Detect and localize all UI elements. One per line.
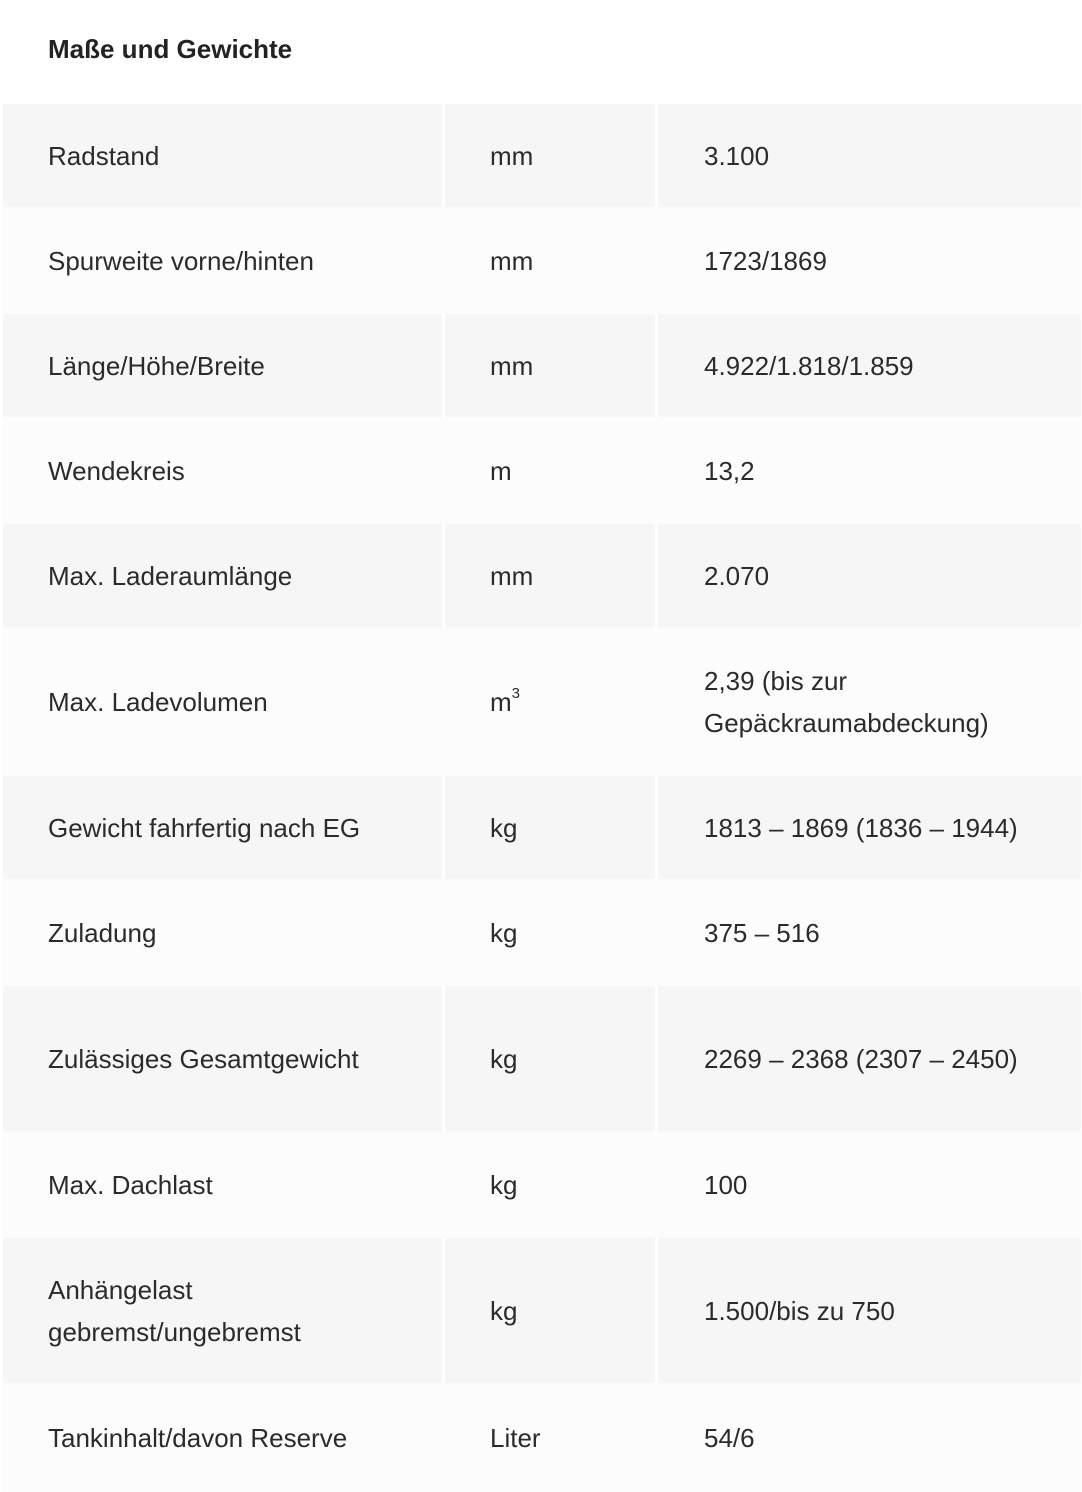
spec-value: 54/6 bbox=[658, 1383, 1081, 1492]
spec-unit: kg bbox=[445, 879, 658, 986]
spec-value: 2269 – 2368 (2307 – 2450) bbox=[658, 986, 1081, 1131]
spec-label: Gewicht fahrfertig nach EG bbox=[3, 776, 445, 879]
spec-unit: kg bbox=[445, 986, 658, 1131]
spec-label: Tankinhalt/davon Reserve bbox=[3, 1383, 445, 1492]
spec-label: Anhängelast gebremst/ungebremst bbox=[3, 1238, 445, 1383]
spec-value: 1.500/bis zu 750 bbox=[658, 1238, 1081, 1383]
table-row bbox=[3, 417, 1081, 524]
spec-value: 100 bbox=[658, 1131, 1081, 1238]
spec-unit: m bbox=[445, 417, 658, 524]
table-row bbox=[3, 1131, 1081, 1238]
specs-table bbox=[3, 104, 1081, 1492]
spec-unit: m bbox=[490, 686, 512, 717]
table-row bbox=[3, 627, 1081, 776]
unit-exponent: 3 bbox=[511, 684, 521, 702]
spec-label: Max. Laderaumlänge bbox=[3, 524, 445, 627]
table-row bbox=[3, 879, 1081, 986]
spec-label: Zulässiges Gesamtgewicht bbox=[3, 986, 445, 1131]
spec-unit: mm bbox=[445, 314, 658, 417]
spec-unit-cell bbox=[445, 627, 658, 776]
spec-unit: kg bbox=[445, 1131, 658, 1238]
spec-value: 13,2 bbox=[658, 417, 1081, 524]
spec-label: Spurweite vorne/hinten bbox=[3, 207, 445, 314]
spec-value: 375 – 516 bbox=[658, 879, 1081, 986]
spec-label: Max. Ladevolumen bbox=[3, 627, 445, 776]
spec-unit: Liter bbox=[445, 1383, 658, 1492]
spec-unit: kg bbox=[445, 1238, 658, 1383]
table-row bbox=[3, 1238, 1081, 1383]
spec-label: Radstand bbox=[3, 104, 445, 207]
table-row bbox=[3, 524, 1081, 627]
spec-value: 2,39 (bis zur Gepäckraumabdeckung) bbox=[658, 627, 1081, 776]
spec-label: Zuladung bbox=[3, 879, 445, 986]
table-row bbox=[3, 207, 1081, 314]
spec-unit: mm bbox=[445, 104, 658, 207]
spec-label: Max. Dachlast bbox=[3, 1131, 445, 1238]
spec-unit: mm bbox=[445, 207, 658, 314]
table-row bbox=[3, 776, 1081, 879]
table-row bbox=[3, 104, 1081, 207]
spec-value: 1813 – 1869 (1836 – 1944) bbox=[658, 776, 1081, 879]
spec-value: 1723/1869 bbox=[658, 207, 1081, 314]
spec-label: Wendekreis bbox=[3, 417, 445, 524]
spec-value: 4.922/1.818/1.859 bbox=[658, 314, 1081, 417]
section-title: Maße und Gewichte bbox=[48, 34, 293, 64]
table-row bbox=[3, 1383, 1081, 1492]
spec-label: Länge/Höhe/Breite bbox=[3, 314, 445, 417]
spec-unit: kg bbox=[445, 776, 658, 879]
table-row bbox=[3, 314, 1081, 417]
table-row bbox=[3, 986, 1081, 1131]
spec-value: 2.070 bbox=[658, 524, 1081, 627]
spec-value: 3.100 bbox=[658, 104, 1081, 207]
spec-unit: mm bbox=[445, 524, 658, 627]
